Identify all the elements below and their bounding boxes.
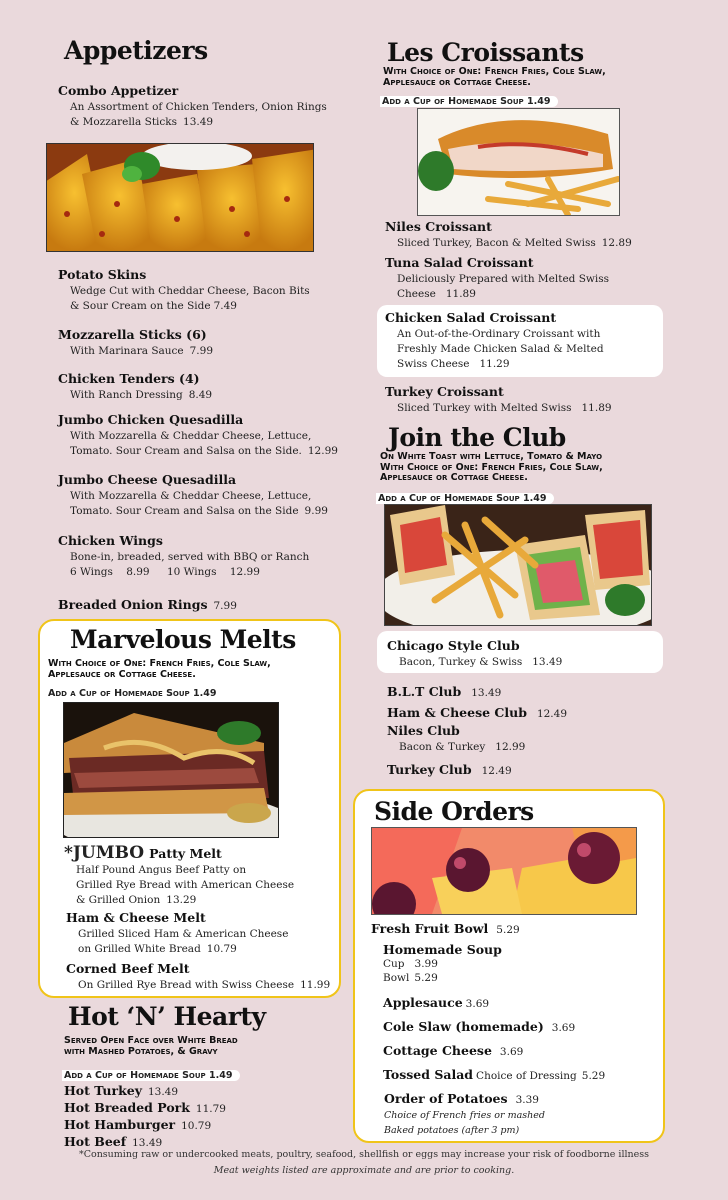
item-price: 12.89 bbox=[601, 237, 632, 249]
soup-cup-price: 3.99 bbox=[414, 958, 438, 970]
item-price: 5.29 bbox=[581, 1070, 606, 1082]
item-note: Choice of French fries or mashed bbox=[384, 1110, 545, 1121]
item-name: Ham & Cheese Melt bbox=[66, 910, 206, 925]
item-name: Chicken Salad Croissant bbox=[385, 310, 557, 325]
item-desc: Freshly Made Chicken Salad & Melted bbox=[397, 343, 604, 355]
item-desc: Grilled Sliced Ham & American Cheese bbox=[78, 928, 289, 940]
menu-item-turkey-croissant bbox=[385, 384, 612, 416]
soup-bowl-label: Bowl bbox=[383, 972, 410, 984]
item-desc: Deliciously Prepared with Melted Swiss bbox=[397, 273, 610, 285]
club-desc bbox=[380, 452, 603, 484]
menu-item-chicken-tenders bbox=[58, 371, 212, 403]
item-name: Hot Hamburger bbox=[64, 1117, 176, 1132]
item-name: Hot Beef bbox=[64, 1134, 127, 1149]
melts-choice bbox=[48, 659, 271, 680]
sides-title: Side Orders bbox=[374, 797, 534, 826]
melts-choice-line: With Choice of One: French Fries, Cole Slaw, bbox=[48, 658, 271, 669]
item-name: Chicken Wings bbox=[58, 533, 163, 548]
menu-item-niles-club bbox=[387, 723, 525, 755]
fruit-bowl-photo bbox=[371, 827, 637, 915]
item-price: 12.49 bbox=[481, 765, 512, 777]
menu-item-breaded-onion-rings bbox=[58, 594, 237, 613]
item-price: 9.99 bbox=[304, 505, 328, 517]
item-desc: Half Pound Angus Beef Patty on bbox=[76, 864, 247, 876]
wings-6-price: 8.99 bbox=[126, 566, 150, 578]
item-note: Baked potatoes (after 3 pm) bbox=[384, 1125, 520, 1136]
item-prefix: *JUMBO bbox=[64, 843, 145, 863]
croissants-choice bbox=[383, 67, 606, 88]
soup-cup-label: Cup bbox=[383, 958, 405, 970]
menu-item-mozzarella-sticks bbox=[58, 327, 213, 359]
wings-10-price: 12.99 bbox=[229, 566, 260, 578]
menu-item-chicken-salad-croissant bbox=[385, 310, 604, 372]
wings-10-label: 10 Wings bbox=[166, 566, 217, 578]
item-desc: Bacon, Turkey & Swiss bbox=[399, 656, 523, 668]
item-name: Mozzarella Sticks (6) bbox=[58, 327, 207, 342]
item-desc: Grilled Rye Bread with American Cheese bbox=[76, 879, 295, 891]
item-name: Tossed Salad bbox=[383, 1067, 474, 1082]
croissants-title: Les Croissants bbox=[387, 38, 584, 67]
item-desc: Tomato. Sour Cream and Salsa on the Side bbox=[70, 505, 299, 517]
item-price: 13.49 bbox=[532, 656, 563, 668]
item-desc: Swiss Cheese bbox=[397, 358, 470, 370]
item-price: 13.49 bbox=[471, 687, 502, 699]
item-price: 3.69 bbox=[499, 1046, 524, 1058]
menu-item-niles-croissant bbox=[385, 219, 632, 251]
item-price: 12.99 bbox=[495, 741, 526, 753]
item-price: 8.49 bbox=[188, 389, 213, 401]
item-name: Homemade Soup bbox=[383, 942, 502, 957]
item-name: Turkey Club bbox=[387, 762, 472, 777]
menu-item-potato-skins bbox=[58, 267, 310, 314]
croissants-soup-badge: Add a Cup of Homemade Soup 1.49 bbox=[380, 89, 558, 108]
item-name: Chicago Style Club bbox=[387, 638, 520, 653]
patty-melt-photo bbox=[63, 702, 279, 838]
item-name: Combo Appetizer bbox=[58, 83, 179, 98]
item-price: 10.79 bbox=[206, 943, 237, 955]
item-name: Corned Beef Melt bbox=[66, 961, 190, 976]
item-price: 12.99 bbox=[307, 445, 338, 457]
menu-item-fresh-fruit-bowl bbox=[371, 918, 520, 937]
item-desc: on Grilled White Bread bbox=[78, 943, 201, 955]
item-name: Hot Breaded Pork bbox=[64, 1100, 190, 1115]
item-name: Applesauce bbox=[383, 995, 463, 1010]
menu-item-chicago-style-club bbox=[387, 638, 562, 670]
item-desc: An Assortment of Chicken Tenders, Onion Rings bbox=[70, 101, 327, 113]
menu-item-homemade-soup bbox=[383, 942, 502, 985]
item-price: 7.99 bbox=[213, 600, 237, 612]
item-price: 7.49 bbox=[213, 300, 237, 312]
club-soup-badge: Add a Cup of Homemade Soup 1.49 bbox=[376, 486, 554, 505]
soup-bowl-price: 5.29 bbox=[414, 972, 438, 984]
hearty-desc-line: Served Open Face over White Bread bbox=[64, 1035, 238, 1046]
menu-item-jumbo-chicken-quesadilla bbox=[58, 412, 338, 459]
item-price: 13.29 bbox=[166, 894, 197, 906]
menu-item-jumbo-patty-melt bbox=[64, 843, 294, 908]
item-name: Order of Potatoes bbox=[384, 1091, 508, 1106]
appetizers-title: Appetizers bbox=[64, 36, 208, 65]
melts-title: Marvelous Melts bbox=[70, 625, 296, 654]
item-name: Fresh Fruit Bowl bbox=[371, 921, 489, 936]
hearty-soup-badge: Add a Cup of Homemade Soup 1.49 bbox=[62, 1063, 240, 1082]
item-desc: & Grilled Onion bbox=[76, 894, 161, 906]
item-desc: Choice of Dressing bbox=[476, 1070, 577, 1082]
footer-note: Meat weights listed are approximate and are prior to cooking. bbox=[213, 1165, 515, 1176]
menu-item-ham-cheese-melt bbox=[66, 910, 288, 957]
item-name: Jumbo Cheese Quesadilla bbox=[58, 472, 237, 487]
croissants-choice-line: With Choice of One: French Fries, Cole Slaw, bbox=[383, 66, 606, 77]
menu-item-tossed-salad bbox=[383, 1064, 605, 1083]
menu-item-hot-beef bbox=[64, 1131, 162, 1150]
croissant-photo bbox=[417, 108, 620, 216]
item-desc: & Mozzarella Sticks bbox=[70, 116, 178, 128]
item-price: 13.49 bbox=[132, 1137, 163, 1149]
item-name: Niles Club bbox=[387, 723, 460, 738]
item-price: 7.99 bbox=[189, 345, 214, 357]
item-desc: Tomato. Sour Cream and Salsa on the Side. bbox=[70, 445, 302, 457]
item-desc: With Ranch Dressing bbox=[70, 389, 183, 401]
item-desc: Sliced Turkey with Melted Swiss bbox=[397, 402, 572, 414]
menu-item-chicken-wings bbox=[58, 533, 309, 580]
item-name: Cole Slaw (homemade) bbox=[383, 1019, 544, 1034]
item-price: 10.79 bbox=[181, 1120, 212, 1132]
item-price: 12.49 bbox=[536, 708, 567, 720]
item-name: Patty Melt bbox=[149, 846, 222, 861]
item-name: Tuna Salad Croissant bbox=[385, 255, 534, 270]
footer-warning: *Consuming raw or undercooked meats, poultry, seafood, shellfish or eggs may increase your risk of foodborne illness bbox=[78, 1149, 650, 1160]
menu-item-jumbo-cheese-quesadilla bbox=[58, 472, 328, 519]
item-desc: Sliced Turkey, Bacon & Melted Swiss bbox=[397, 237, 596, 249]
item-desc: Cheese bbox=[397, 288, 436, 300]
melts-soup-badge: Add a Cup of Homemade Soup 1.49 bbox=[46, 681, 224, 700]
item-desc: With Mozzarella & Cheddar Cheese, Lettuce, bbox=[70, 430, 312, 442]
item-name: Niles Croissant bbox=[385, 219, 492, 234]
club-desc-line: With Choice of One: French Fries, Cole Slaw, bbox=[380, 461, 603, 473]
club-desc-line: On White Toast with Lettuce, Tomato & Mayo bbox=[380, 451, 603, 462]
item-name: Potato Skins bbox=[58, 267, 147, 282]
item-desc: With Marinara Sauce bbox=[70, 345, 184, 357]
item-name: Chicken Tenders (4) bbox=[58, 371, 200, 386]
melts-choice-line: Applesauce or Cottage Cheese. bbox=[48, 668, 196, 680]
club-title: Join the Club bbox=[388, 423, 566, 452]
croissants-choice-line: Applesauce or Cottage Cheese. bbox=[383, 76, 531, 88]
hearty-title: Hot ‘N’ Hearty bbox=[68, 1002, 266, 1031]
item-price: 11.99 bbox=[300, 979, 331, 991]
item-name: B.L.T Club bbox=[387, 684, 462, 699]
item-price: 13.49 bbox=[183, 116, 214, 128]
item-desc: With Mozzarella & Cheddar Cheese, Lettuce, bbox=[70, 490, 312, 502]
item-price: 11.89 bbox=[445, 288, 476, 300]
item-price: 3.69 bbox=[465, 998, 490, 1010]
item-desc: Wedge Cut with Cheddar Cheese, Bacon Bits bbox=[70, 285, 310, 297]
hearty-desc bbox=[64, 1036, 238, 1057]
item-name: Hot Turkey bbox=[64, 1083, 142, 1098]
item-price: 3.39 bbox=[515, 1094, 539, 1106]
item-desc: & Sour Cream on the Side bbox=[70, 300, 211, 312]
item-desc: An Out-of-the-Ordinary Croissant with bbox=[397, 328, 601, 340]
menu-item-applesauce bbox=[383, 992, 489, 1011]
menu-item-combo-appetizer bbox=[58, 83, 327, 130]
item-name: Jumbo Chicken Quesadilla bbox=[58, 412, 244, 427]
item-name: Ham & Cheese Club bbox=[387, 705, 527, 720]
combo-appetizer-photo bbox=[46, 143, 314, 252]
item-price: 11.79 bbox=[195, 1103, 226, 1115]
menu-item-ham-cheese-club bbox=[387, 702, 567, 721]
item-price: 11.89 bbox=[581, 402, 612, 414]
menu-item-order-of-potatoes bbox=[384, 1088, 545, 1138]
menu-item-turkey-club bbox=[387, 759, 512, 778]
item-name: Cottage Cheese bbox=[383, 1043, 492, 1058]
club-sandwich-photo bbox=[384, 504, 652, 626]
item-desc: Bacon & Turkey bbox=[399, 741, 486, 753]
menu-item-cottage-cheese bbox=[383, 1040, 523, 1059]
item-name: Turkey Croissant bbox=[385, 384, 504, 399]
hearty-desc-line: with Mashed Potatoes, & Gravy bbox=[64, 1045, 218, 1057]
menu-item-cole-slaw bbox=[383, 1016, 575, 1035]
club-desc-line: Applesauce or Cottage Cheese. bbox=[380, 472, 528, 483]
item-name: Breaded Onion Rings bbox=[58, 597, 208, 612]
item-price: 11.29 bbox=[479, 358, 510, 370]
item-price: 3.69 bbox=[551, 1022, 576, 1034]
menu-item-blt-club bbox=[387, 681, 501, 700]
item-price: 13.49 bbox=[147, 1086, 179, 1098]
menu-item-tuna-salad-croissant bbox=[385, 255, 609, 302]
item-price: 5.29 bbox=[496, 924, 520, 936]
item-desc: On Grilled Rye Bread with Swiss Cheese bbox=[78, 979, 295, 991]
wings-6-label: 6 Wings bbox=[70, 566, 113, 578]
item-desc: Bone-in, breaded, served with BBQ or Ranch bbox=[70, 551, 310, 563]
menu-item-corned-beef-melt bbox=[66, 961, 330, 993]
